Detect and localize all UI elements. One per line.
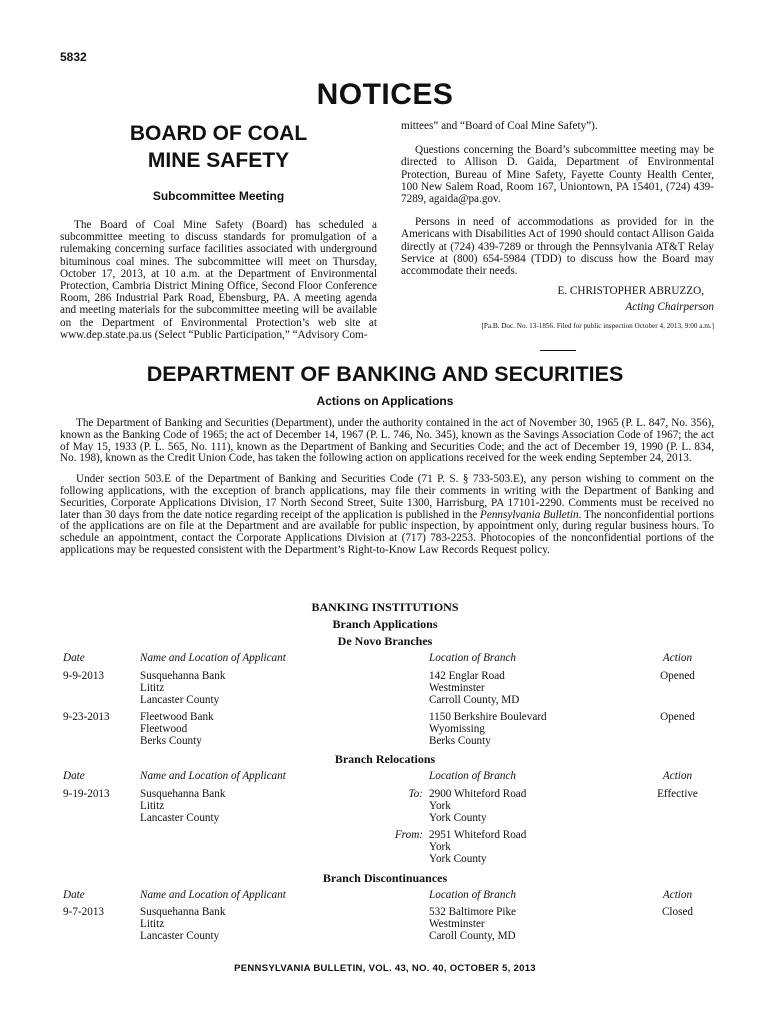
applicant-name: Susquehanna Bank [140, 670, 226, 682]
row-action: Opened [660, 711, 695, 723]
signer-name: E. CHRISTOPHER ABRUZZO, [557, 285, 704, 298]
department-title: DEPARTMENT OF BANKING AND SECURITIES [146, 362, 624, 386]
actions-subheading: Actions on Applications [316, 394, 454, 408]
row-applicant [140, 711, 214, 748]
branch-address: 1150 Berkshire Boulevard [429, 711, 547, 723]
row-date: 9-23-2013 [63, 711, 110, 723]
from-label: From: [394, 829, 423, 841]
coal-board-paragraph-3: Persons in need of accommodations as provided for in the Americans with Disabilities Act of 1990 should contact Allison Gaida directly at (724) 439-7289 or through the Pennsylvania AT&T Relay Service at (800) 654-5984 (TDD) to discuss how the Board may accommodate their needs. [401, 216, 714, 278]
coal-board-title-line2: MINE SAFETY [147, 149, 290, 172]
applicant-city: Fleetwood [140, 723, 188, 736]
applicant-county: Berks County [140, 735, 202, 748]
relocation-to-location [429, 788, 526, 825]
coal-board-subheading: Subcommittee Meeting [152, 189, 285, 203]
banking-paragraph-2-part-b: . The nonconfidential portions of the applications are on file at the Department and are available for public inspection, by appointment only, during regular business hours. To schedule an appointment, contact the Corporate Applications Division at (717) 783-2253. Photocopies of the nonconfidential portions of the applications may be requested consistent with the Department’s Right-to-Know Law Records Request policy. [60, 508, 714, 556]
row-action: Effective [657, 788, 698, 800]
banking-intro [60, 418, 714, 566]
document-reference: [Pa.B. Doc. No. 13-1856. Filed for public inspection October 4, 2013, 9:00 a.m.] [481, 322, 714, 331]
header-location: Location of Branch [429, 889, 517, 901]
branch-address: 2900 Whiteford Road [429, 788, 527, 800]
branch-city: York [429, 841, 451, 854]
branch-county: York County [429, 853, 487, 866]
row-date: 9-9-2013 [63, 670, 105, 682]
pennsylvania-bulletin-italic: Pennsylvania Bulletin [480, 508, 579, 521]
row-applicant [140, 670, 225, 707]
applicant-name: Fleetwood Bank [140, 711, 214, 723]
applicant-city: Lititz [140, 800, 165, 813]
applicant-county: Lancaster County [140, 694, 220, 707]
branch-county: Caroll County, MD [429, 930, 516, 943]
page-footer: PENNSYLVANIA BULLETIN, VOL. 43, NO. 40, OCTOBER 5, 2013 [234, 963, 536, 974]
branch-city: York [429, 800, 451, 813]
branch-address: 142 Englar Road [429, 670, 505, 682]
coal-board-notice-left-column [60, 120, 377, 341]
coal-board-notice-right-column [401, 120, 714, 330]
header-action: Action [662, 652, 693, 664]
section-divider [540, 350, 576, 351]
banking-paragraph-1: The Department of Banking and Securities (Department), under the authority contained in the act of November 30, 1965 (P. L. 847, No. 356), known as the Banking Code of 1965; the act of December 14, 1967 (P. L. 746, No. 345), known as the Savings Association Code of 1967; the act of May 15, 1933 (P. L. 565, No. 111), known as the Department of Banking and Securities Code; and the act of December 19, 1990 (P. L. 834, No. 198), known as the Credit Union Code, has taken the following action on applications received for the week ending September 24, 2013. [60, 417, 714, 465]
branch-applications-heading: Branch Applications [332, 617, 438, 631]
row-applicant [140, 906, 225, 943]
banking-paragraph-2-part-a: Under section 503.E of the Department of Banking and Securities Code (71 P. S. § 733-503.E), any person wishing to comment on the following applications, with the exception of branch applications, may file their comments in writing with the Department of Banking and Securities, Corporate Applications Division, 17 North Second Street, Suite 1300, Harrisburg, PA 17101-2290. Comments must be received no later than 30 days from the date notice regarding receipt of the application is published in the [60, 473, 714, 521]
signer-title: Acting Chairperson [625, 301, 714, 314]
relocation-from-location [429, 829, 526, 866]
branch-city: Westminster [429, 918, 485, 931]
branch-county: Berks County [429, 735, 491, 748]
row-branch-location [429, 906, 516, 943]
header-location: Location of Branch [429, 652, 517, 664]
header-name: Name and Location of Applicant [140, 652, 286, 664]
coal-board-paragraph-1: The Board of Coal Mine Safety (Board) has scheduled a subcommittee meeting to discuss standards for promulgation of a rulemaking concerning surface facilities associated with underground bituminous coal mines. The subcommittee will meet on Thursday, October 17, 2013, at 10 a.m. at the Department of Environmental Protection, Cambria District Mining Office, Second Floor Conference Room, 286 Industrial Park Road, Ebensburg, PA. A meeting agenda and meeting materials for the subcommittee meeting will be available on the Department of Environmental Protection’s web site at www.dep.state.pa.us (Select “Public Participation,” “Advisory Com- [60, 219, 377, 341]
branch-county: York County [429, 812, 487, 825]
branch-relocations-heading: Branch Relocations [334, 752, 436, 766]
row-action: Opened [660, 670, 695, 682]
header-location: Location of Branch [429, 770, 517, 782]
branch-address: 2951 Whiteford Road [429, 829, 527, 841]
de-novo-branches-heading: De Novo Branches [337, 634, 433, 648]
branch-county: Carroll County, MD [429, 694, 520, 707]
row-branch-location [429, 711, 547, 748]
to-label: To: [408, 788, 423, 800]
applicant-city: Lititz [140, 918, 165, 931]
header-date: Date [63, 770, 85, 782]
header-date: Date [63, 889, 85, 901]
row-branch-location [429, 670, 519, 707]
page-number: 5832 [60, 50, 87, 64]
banking-institutions-heading: BANKING INSTITUTIONS [311, 600, 459, 614]
applicant-county: Lancaster County [140, 930, 220, 943]
coal-board-title-line1: BOARD OF COAL [129, 122, 308, 145]
banking-paragraph-2 [60, 474, 714, 557]
row-action: Closed [661, 906, 694, 918]
coal-board-paragraph-2: Questions concerning the Board’s subcommittee meeting may be directed to Allison D. Gaida, Department of Environmental Protection, Bureau of Mine Safety, Fayette County Health Center, 100 New Salem Road, Room 167, Uniontown, PA 15401, (724) 439-7289, agaida@pa.gov. [401, 144, 714, 206]
header-name: Name and Location of Applicant [140, 889, 286, 901]
row-applicant [140, 788, 225, 825]
header-action: Action [662, 770, 693, 782]
row-date: 9-7-2013 [63, 906, 105, 918]
branch-discontinuances-heading: Branch Discontinuances [322, 871, 448, 885]
coal-board-paragraph-1-continued: mittees” and “Board of Coal Mine Safety”). [401, 120, 598, 132]
applicant-name: Susquehanna Bank [140, 788, 226, 800]
applicant-name: Susquehanna Bank [140, 906, 226, 918]
branch-address: 532 Baltimore Pike [429, 906, 517, 918]
header-name: Name and Location of Applicant [140, 770, 286, 782]
section-title: NOTICES [316, 78, 454, 111]
branch-city: Westminster [429, 682, 485, 695]
branch-city: Wyomissing [429, 723, 485, 736]
header-action: Action [662, 889, 693, 901]
applicant-city: Lititz [140, 682, 165, 695]
applicant-county: Lancaster County [140, 812, 220, 825]
row-date: 9-19-2013 [63, 788, 110, 800]
header-date: Date [63, 652, 85, 664]
